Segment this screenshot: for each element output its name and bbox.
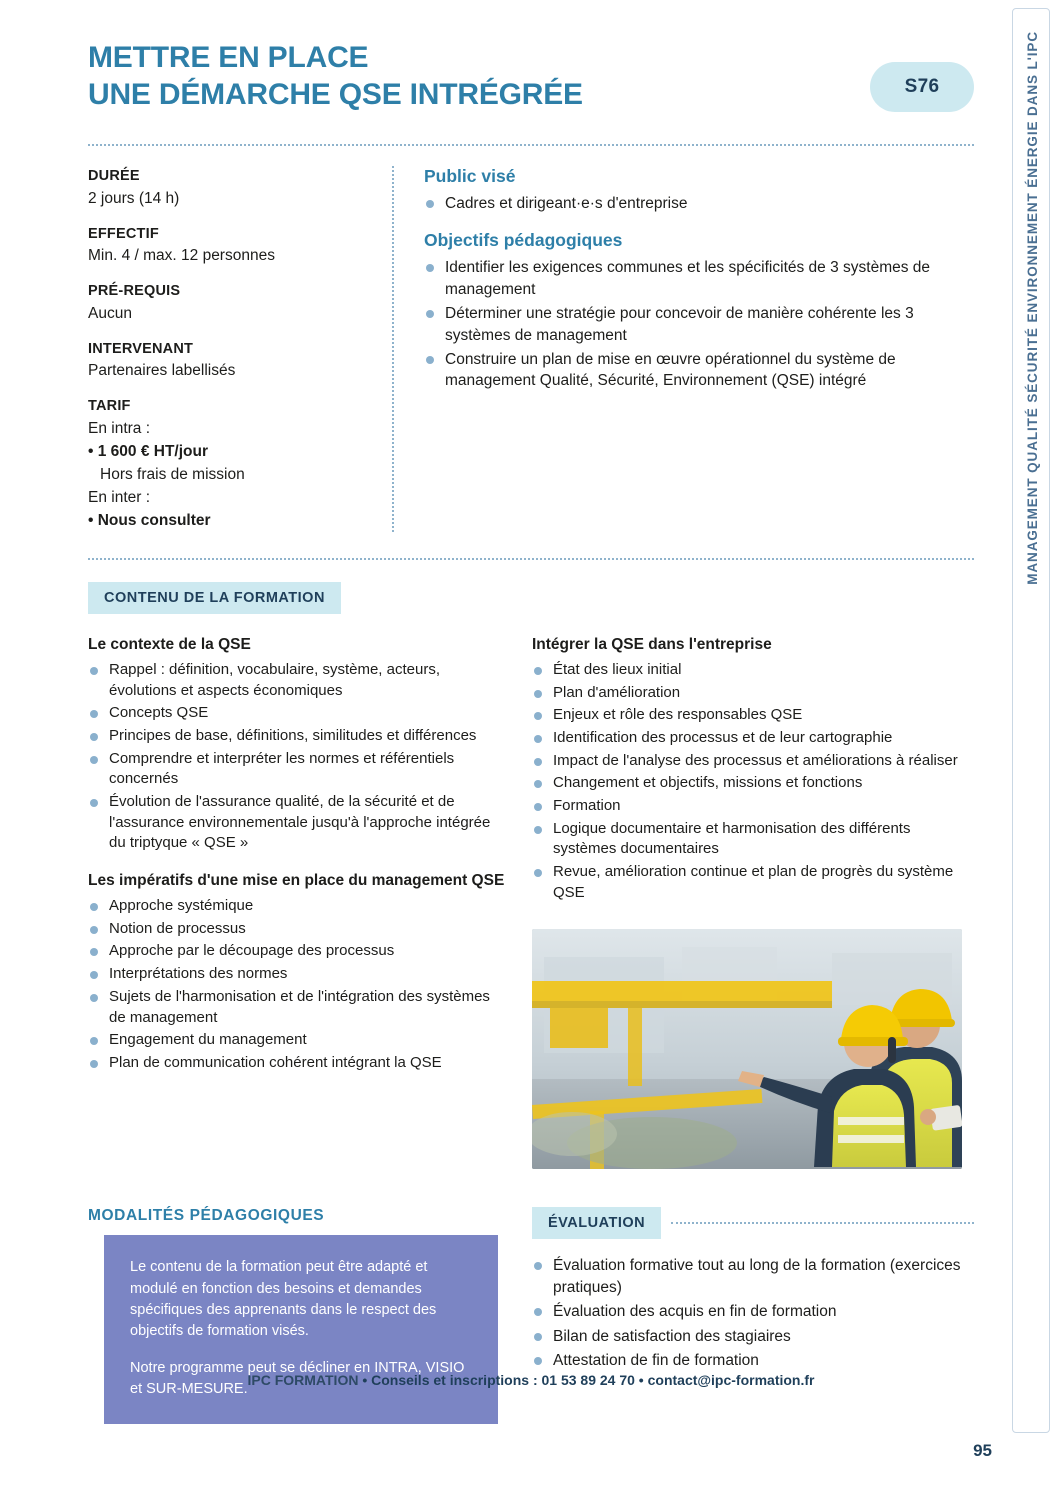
page-title	[88, 40, 788, 113]
footer-sep-2: •	[634, 1372, 648, 1389]
info-right-column	[394, 166, 974, 532]
objectifs-list	[424, 257, 974, 391]
tarif-inter-value: • Nous consulter	[88, 511, 211, 529]
program-left-column	[88, 636, 532, 1170]
tarif-label: TARIF	[88, 398, 131, 415]
footer-sep-1: • Conseils et inscriptions :	[358, 1372, 542, 1389]
list-item: Interprétations des normes	[88, 964, 508, 985]
modalites-paragraph-2: Notre programme peut se décliner en INTRA, VISIO et SUR-MESURE.	[130, 1360, 465, 1398]
modalites-paragraph-1: Le contenu de la formation peut être adapté et modulé en fonction des besoins et demandes spécifiques des apprenants dans le respect des objectifs de formation visés.	[130, 1259, 437, 1339]
list-item: Formation	[532, 796, 974, 817]
effectif-value: Min. 4 / max. 12 personnes	[88, 247, 275, 265]
info-row	[88, 146, 974, 544]
divider-middle	[88, 558, 974, 560]
prerequis-value: Aucun	[88, 304, 132, 322]
photo-svg	[532, 929, 962, 1169]
list-item: Revue, amélioration continue et plan de progrès du système QSE	[532, 862, 974, 903]
list-item: Sujets de l'harmonisation et de l'intégration des systèmes de management	[88, 987, 508, 1028]
list-item: Identification des processus et de leur cartographie	[532, 728, 974, 749]
list-item: Évaluation des acquis en fin de formation	[532, 1301, 974, 1322]
program-heading: Le contexte de la QSE	[88, 635, 251, 653]
modalites-box	[104, 1235, 498, 1424]
list-item: Approche par le découpage des processus	[88, 941, 508, 962]
list-item: Cadres et dirigeant·e·s d'entreprise	[424, 193, 974, 214]
list-item: Identifier les exigences communes et les spécificités de 3 systèmes de management	[424, 257, 974, 300]
list-item: Évolution de l'assurance qualité, de la sécurité et de l'assurance environnementale jusqu'à l'approche intégrée du triptyque « QSE »	[88, 792, 508, 854]
page-header	[88, 40, 974, 126]
modalites-title: MODALITÉS PÉDAGOGIQUES	[88, 1207, 325, 1225]
program-heading: Les impératifs d'une mise en place du management QSE	[88, 872, 505, 890]
bottom-section	[88, 1207, 974, 1424]
list-item: Enjeux et rôle des responsables QSE	[532, 705, 974, 726]
program-list	[532, 660, 974, 904]
list-item: Impact de l'analyse des processus et améliorations à réaliser	[532, 751, 974, 772]
list-item: Attestation de fin de formation	[532, 1350, 974, 1371]
evaluation-header	[532, 1207, 974, 1239]
list-item: Logique documentaire et harmonisation des différents systèmes documentaires	[532, 819, 974, 860]
footer	[88, 1372, 974, 1388]
program-right-column	[532, 636, 974, 1170]
list-item: Concepts QSE	[88, 703, 508, 724]
content-area	[88, 40, 974, 1424]
course-code-badge: S76	[870, 62, 974, 112]
list-item: Changement et objectifs, missions et fonctions	[532, 773, 974, 794]
section-side-tab	[1012, 8, 1050, 1433]
program-list	[88, 896, 508, 1074]
tarif-intra-note: Hors frais de mission	[100, 465, 245, 483]
list-item: Bilan de satisfaction des stagiaires	[532, 1326, 974, 1347]
list-item: Notion de processus	[88, 919, 508, 940]
intervenant-value: Partenaires labellisés	[88, 362, 236, 380]
modalites-block	[88, 1207, 532, 1424]
tarif-intra-label: En intra :	[88, 419, 151, 437]
public-vise-list	[424, 193, 974, 214]
page-title-line1: METTRE EN PLACE	[88, 41, 369, 74]
list-item: Déterminer une stratégie pour concevoir de manière cohérente les 3 systèmes de management	[424, 303, 974, 346]
list-item: État des lieux initial	[532, 660, 974, 681]
duree-value: 2 jours (14 h)	[88, 189, 180, 207]
page-number: 95	[973, 1441, 992, 1460]
evaluation-title: ÉVALUATION	[532, 1207, 661, 1239]
program-banner: CONTENU DE LA FORMATION	[88, 582, 341, 614]
effectif-label: EFFECTIF	[88, 225, 159, 242]
list-item: Construire un plan de mise en œuvre opérationnel du système de management Qualité, Sécurité, Environnement (QSE) intégré	[424, 349, 974, 392]
footer-email: contact@ipc-formation.fr	[647, 1372, 815, 1389]
tarif-inter-label: En inter :	[88, 488, 151, 506]
public-vise-title: Public visé	[424, 166, 516, 186]
footer-phone: 01 53 89 24 70	[541, 1372, 635, 1389]
side-tab-label: MANAGEMENT QUALITÉ SÉCURITÉ ENVIRONNEMENT ÉNERGIE DANS L'IPC	[1024, 31, 1040, 585]
tarif-intra-value: • 1 600 € HT/jour	[88, 442, 208, 460]
list-item: Rappel : définition, vocabulaire, système, acteurs, évolutions et aspects économiques	[88, 660, 508, 701]
program-heading: Intégrer la QSE dans l'entreprise	[532, 635, 772, 653]
info-left-column	[88, 166, 394, 532]
list-item: Plan de communication cohérent intégrant la QSE	[88, 1053, 508, 1074]
footer-brand: IPC FORMATION	[247, 1372, 359, 1389]
program-list	[88, 660, 508, 854]
list-item: Approche systémique	[88, 896, 508, 917]
list-item: Évaluation formative tout au long de la formation (exercices pratiques)	[532, 1255, 974, 1298]
evaluation-list	[532, 1255, 974, 1371]
list-item: Engagement du management	[88, 1030, 508, 1051]
list-item: Principes de base, définitions, similitudes et différences	[88, 726, 508, 747]
page-title-line2: UNE DÉMARCHE QSE INTRÉGRÉE	[88, 77, 583, 111]
evaluation-divider	[671, 1222, 974, 1224]
program-section	[88, 636, 974, 1170]
prerequis-label: PRÉ-REQUIS	[88, 283, 181, 300]
objectifs-title: Objectifs pédagogiques	[424, 230, 623, 251]
evaluation-block	[532, 1207, 974, 1424]
list-item: Comprendre et interpréter les normes et référentiels concernés	[88, 749, 508, 790]
illustration-photo	[532, 929, 962, 1169]
duree-label: DURÉE	[88, 168, 140, 184]
list-item: Plan d'amélioration	[532, 683, 974, 704]
intervenant-label: INTERVENANT	[88, 340, 194, 357]
